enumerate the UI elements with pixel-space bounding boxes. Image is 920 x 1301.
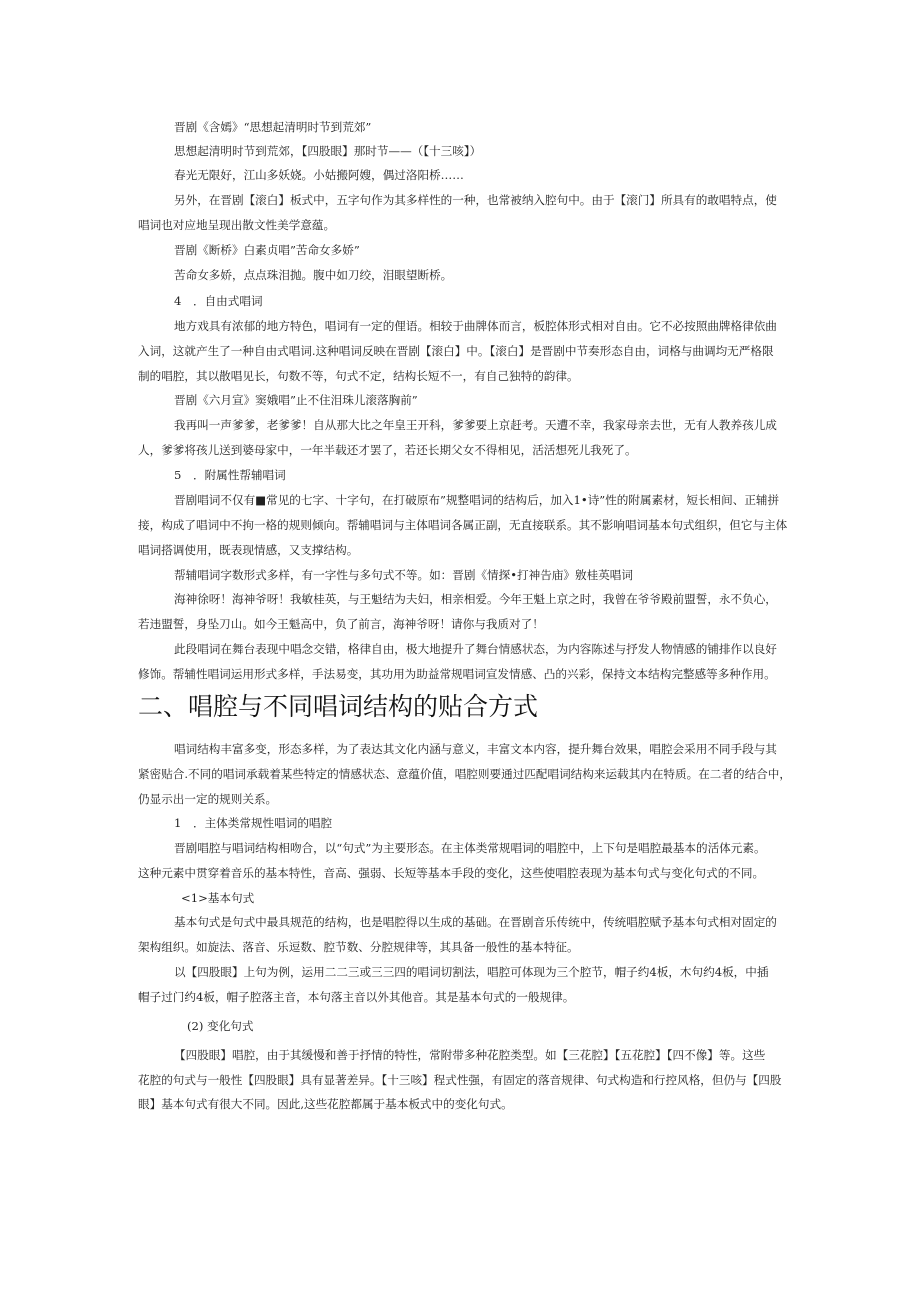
subsection-heading-basic: <1>基本句式	[181, 891, 255, 905]
lyric-line: 思想起清明时节到荒郊，【四股眼】那时节——（【十三咳】）	[174, 144, 482, 158]
lyric-line: 苦命女多娇，点点珠泪抛。腹中如刀绞，泪眼望断桥。	[174, 268, 453, 282]
paragraph-line: 帮辅唱词字数形式多样，有一字性与多句式不等。如：晋剧《情探•打神告庙》敫桂英唱词	[174, 568, 633, 582]
paragraph-line: 唱词搭调使用，既表现情感，又支撑结构。	[138, 543, 359, 557]
paragraph-line: 以【四股眼】上句为例，运用二二三或三三四的唱词切割法，唱腔可体现为三个腔节，帽子约4板，木句约4板，中插	[174, 965, 769, 979]
paragraph-line: 接，构成了唱词中不拘一格的规则倾向。帮辅唱词与主体唱词各属正副，无直接联系。其不影响唱词基本句式组织，但它与主体	[138, 518, 788, 532]
paragraph-line: 这种元素中贯穿着音乐的基本特性，音高、强弱、长短等基本手段的变化，这些使唱腔表现为基本句式与变化句式的不同。	[138, 866, 765, 880]
paragraph-line: 花腔的句式与一般性【四股眼】具有显著差异。【十三咳】程式性强，有固定的落音规律、句式构造和行控风格，但仍与【四股	[138, 1073, 782, 1087]
paragraph-line: 此段唱词在舞台表现中唱念交错，格律自由，极大地提升了舞台情感状态，为内容陈述与抒发人物情感的铺排作以良好	[174, 642, 777, 656]
subsection-heading-variant: (2) 变化句式	[187, 1019, 254, 1033]
paragraph-line: 【四股眼】唱腔，由于其缓慢和善于抒情的特性，常附带多种花腔类型。如【三花腔】【五花腔】【四不像】等。这些	[174, 1048, 766, 1062]
lyric-line: 我再叫一声爹爹，老爹爹！自从那大比之年皇王开科，爹爹要上京赶考。天遭不幸，我家母亲去世，无有人教养孩儿成	[174, 418, 777, 432]
quote-title-hanyan: 晋剧《含嫣》“思想起清明时节到荒郊”	[174, 120, 372, 134]
paragraph-line: 入词，这就产生了一种自由式唱词.这种唱词反映在晋剧【滚白】中。【滚白】是晋剧中节奏形态自由，词格与曲调均无严格限	[138, 344, 774, 358]
section-heading-1: 1 ．主体类常规性唱词的唱腔	[174, 816, 333, 830]
paragraph-line: 紧密贴合.不同的唱词承载着某些特定的情感状态、意蕴价值，唱腔则要通过匹配唱词结构来运载其内在特质。在二者的结合中，	[138, 767, 791, 781]
lyric-line: 人，爹爹将孩儿送到婆母家中，一年半载还才罢了，若还长期父女不得相见，活活想死儿我死了。	[138, 443, 637, 457]
paragraph-line: 晋剧唱腔与唱词结构相吻合，以“句式”为主要形态。在主体类常规唱词的唱腔中，上下句是唱腔最基本的活体元素。	[174, 841, 766, 855]
lyric-line: 海神徐呀！海神爷呀！我敏桂英，与王魁结为夫妇，相亲相爱。今年王魁上京之时，我曾在爷爷殿前盟誓，永不负心，	[174, 592, 777, 606]
paragraph-line: 基本句式是句式中最具规范的结构，也是唱腔得以生成的基础。在晋剧音乐传统中，传统唱腔赋予基本句式相对固定的	[174, 915, 777, 929]
paragraph-line: 眼】基本句式有很大不同。因此,这些花腔都属于基本板式中的变化句式。	[138, 1097, 513, 1111]
paragraph-line: 地方戏具有浓郁的地方特色，唱词有一定的俚语。相较于曲牌体而言，板腔体形式相对自由。它不必按照曲牌格律依曲	[174, 319, 777, 333]
paragraph-line: 唱词也对应地呈现出散文性美学意蕴。	[138, 218, 336, 232]
paragraph-line: 晋剧唱词不仅有■常见的七字、十字句，在打破原布”规整唱词的结构后，加入1•诗”性的附属素材，短长相间、正辅拼	[174, 493, 780, 507]
paragraph-line: 帽子过门约4板，帽子腔落主音，本句落主音以外其他音。其是基本句式的一般规律。	[138, 990, 575, 1004]
paragraph-line: 修饰。帮辅性唱词运用形式多样，手法易变，其功用为助益常规唱词宣发情感、凸的兴彩，保持文本结构完整感等多种作用。	[138, 667, 776, 681]
paragraph-line: 架构组织。如旋法、落音、乐逗数、腔节数、分腔规律等，其具备一般性的基本特征。	[138, 940, 579, 954]
lyric-line: 若违盟誓，身坠刀山。如今王魁高中，负了前言，海神爷呀！请你与我质对了！	[138, 617, 544, 631]
quote-title-duanqiao: 晋剧《断桥》白素贞唱”苦命女多娇”	[174, 243, 360, 257]
quote-title-liuyuexuan: 晋剧《六月宣》窦娥唱”止不住泪珠儿滚落胸前”	[174, 393, 418, 407]
chapter-heading: 二、唱腔与不同唱词结构的贴合方式	[138, 692, 539, 721]
section-heading-5: 5 ．附属性帮辅唱词	[174, 468, 286, 482]
paragraph-line: 另外，在晋剧【滚白】板式中，五字句作为其多样性的一种，也常被纳入腔句中。由于【滚门】所具有的敢唱特点，使	[174, 193, 777, 207]
section-heading-4: 4 ．自由式唱词	[174, 294, 263, 308]
paragraph-line: 唱词结构丰富多变，形态多样，为了表达其文化内涵与意义，丰富文本内容，提升舞台效果，唱腔会采用不同手段与其	[174, 742, 777, 756]
paragraph-line: 仍显示出一定的规则关系。	[138, 792, 278, 806]
lyric-line: 春光无限好，江山多妖娆。小姑搬阿嫂，偶过洛阳桥……	[174, 168, 464, 182]
paragraph-line: 制的唱腔，其以散唱见长，句数不等，句式不定，结构长短不一，有自己独特的韵律。	[138, 369, 579, 383]
